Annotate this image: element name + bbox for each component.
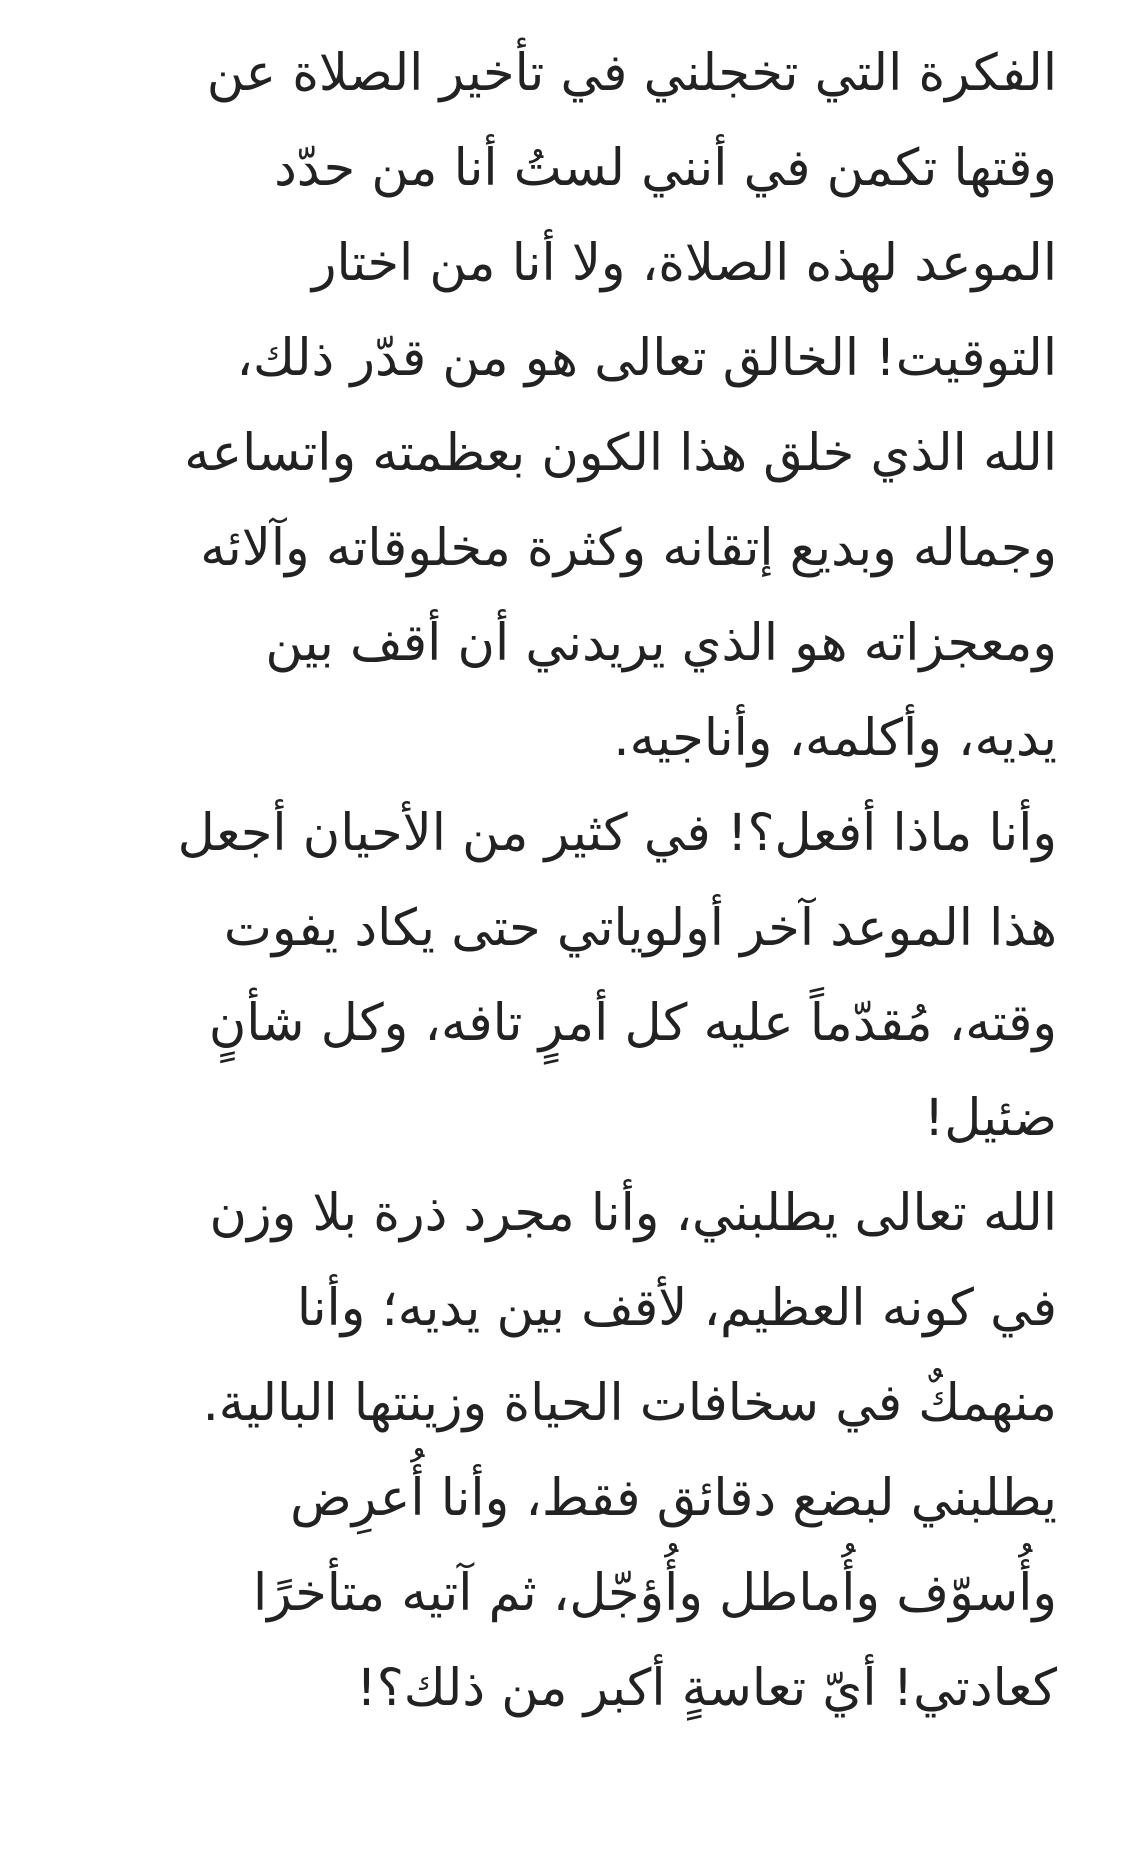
text-line-11: وقته، مُقدّماً عليه كل أمرٍ تافه، وكل شأنٍ (208, 994, 1057, 1053)
text-line-13: الله تعالى يطلبني، وأنا مجرد ذرة بلا وزن (209, 1184, 1057, 1243)
text-line-1: الفكرة التي تخجلني في تأخير الصلاة عن (206, 44, 1057, 103)
article-text (57, 26, 1057, 1736)
text-line-12: ضئيل! (923, 1089, 1057, 1148)
text-line-14: في كونه العظيم، لأقف بين يديه؛ وأنا (296, 1279, 1057, 1338)
text-line-2: وقتها تكمن في أنني لستُ أنا من حدّد (274, 139, 1057, 198)
text-line-3: الموعد لهذه الصلاة، ولا أنا من اختار (311, 234, 1057, 293)
text-line-7: ومعجزاته هو الذي يريدني أن أقف بين (265, 614, 1057, 673)
text-line-10: هذا الموعد آخر أولوياتي حتى يكاد يفوت (223, 899, 1057, 958)
text-line-17: وأُسوّف وأُماطل وأُؤجّل، ثم آتيه متأخرًا (252, 1564, 1057, 1623)
text-line-4: التوقيت! الخالق تعالى هو من قدّر ذلك، (236, 329, 1057, 388)
text-line-18: كعادتي! أيّ تعاسةٍ أكبر من ذلك؟! (356, 1659, 1057, 1718)
text-line-5: الله الذي خلق هذا الكون بعظمته واتساعه (184, 424, 1057, 483)
text-line-15: منهمكٌ في سخافات الحياة وزينتها البالية. (202, 1374, 1057, 1433)
text-line-8: يديه، وأكلمه، وأناجيه. (613, 709, 1057, 768)
text-line-16: يطلبني لبضع دقائق فقط، وأنا أُعرِض (290, 1469, 1057, 1528)
text-line-9: وأنا ماذا أفعل؟! في كثير من الأحيان أجعل (177, 804, 1057, 863)
text-line-6: وجماله وبديع إتقانه وكثرة مخلوقاته وآلائه (200, 519, 1057, 578)
